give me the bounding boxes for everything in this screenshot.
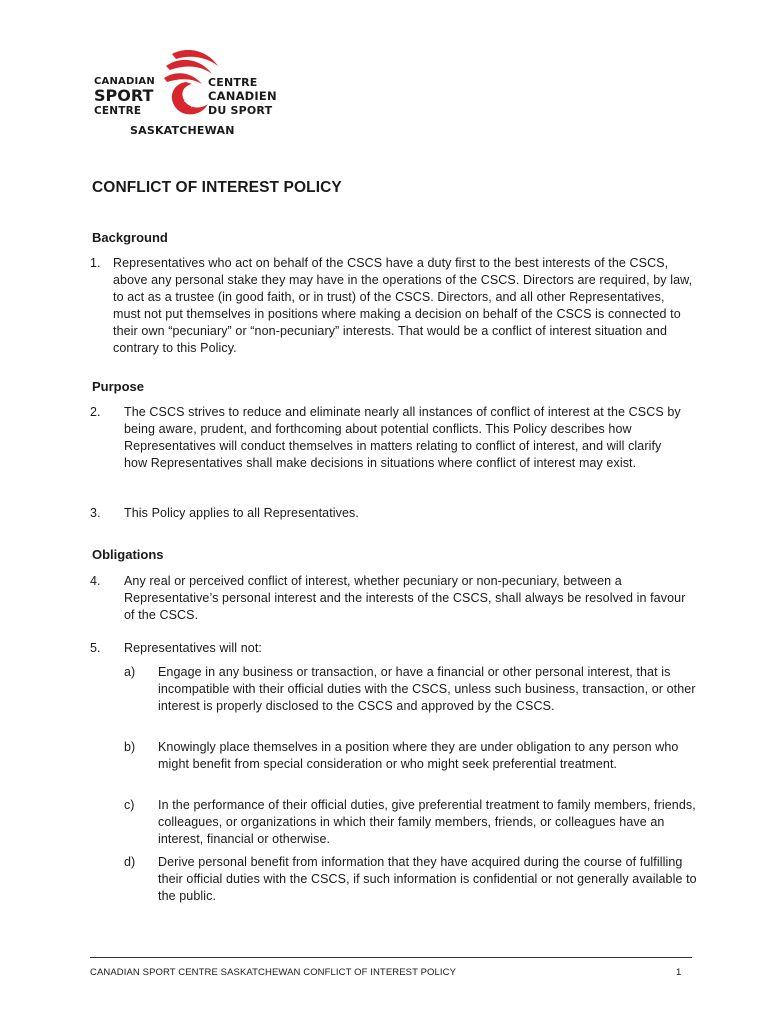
item-number: 5. [90,641,101,655]
logo-text-left-2: SPORT [94,86,154,105]
subitem-text: In the performance of their official duties, give preferential treatment to family members, friends, colleagues, or organizations in which their family members, friends, or colleagues have an interest, financial or otherwise. [158,798,696,846]
section-heading-purpose: Purpose [92,379,145,394]
subitem-text: Derive personal benefit from information that they have acquired during the course of fulfilling their official duties with the CSCS, if such information is confidential or not generally available to the public. [158,855,697,903]
item-text: The CSCS strives to reduce and eliminate nearly all instances of conflict of interest at the CSCS by being aware, prudent, and forthcoming about potential conflicts. This Policy describes how Representatives will conduct themselves in matters relating to conflict of interest, and will clarify how Representatives shall make decisions in situations where conflict of interest may exist. [124,405,681,470]
subitem-letter: b) [124,740,136,754]
page-number: 1 [676,967,682,978]
section-heading-obligations: Obligations [92,547,164,562]
subitem-letter: d) [124,855,136,869]
subitem-letter: c) [124,798,135,812]
logo-text-right-3: DU SPORT [208,104,273,117]
item-text: This Policy applies to all Representatives. [124,506,359,520]
item-number: 4. [90,574,101,588]
subitem-text: Knowingly place themselves in a position where they are under obligation to any person who might benefit from special consideration or who might seek preferential treatment. [158,740,679,771]
item-text: Any real or perceived conflict of interest, whether pecuniary or non-pecuniary, between a Representative’s personal interest and the interests of the CSCS, shall always be resolved in favour of the CSCS. [124,574,686,622]
logo-text-left-1: CANADIAN [94,76,155,87]
item-number: 3. [90,506,101,520]
logo-text-right-2: CANADIEN [208,89,277,103]
item-number: 2. [90,405,101,419]
organization-logo [92,46,292,142]
subitem-text: Engage in any business or transaction, or have a financial or other personal interest, that is incompatible with their official duties with the CSCS, unless such business, transaction, or other interest is properly disclosed to the CSCS and approved by the CSCS. [158,665,696,713]
subitem-letter: a) [124,665,136,679]
logo-text-left-3: CENTRE [94,105,142,117]
logo-subtitle: SASKATCHEWAN [130,124,235,137]
section-heading-background: Background [92,230,168,245]
footer-divider [90,957,692,958]
item-number: 1. [90,256,101,270]
item-text: Representatives who act on behalf of the CSCS have a duty first to the best interests of the CSCS, above any personal stake they may have in the operations of the CSCS. Directors are required, by law, to act as a trustee (in good faith, or in trust) of the CSCS. Directors, and all other Representatives, must not put themselves in positions where making a decision on behalf of the CSCS is connected to their own “pecuniary” or “non-pecuniary” interests. That would be a conflict of interest situation and contrary to this Policy. [113,256,693,355]
item-text: Representatives will not: [124,641,262,655]
footer-text: CANADIAN SPORT CENTRE SASKATCHEWAN CONFLICT OF INTEREST POLICY [90,967,457,978]
document-title: CONFLICT OF INTEREST POLICY [92,179,342,196]
logo-text-right-1: CENTRE [208,76,258,89]
